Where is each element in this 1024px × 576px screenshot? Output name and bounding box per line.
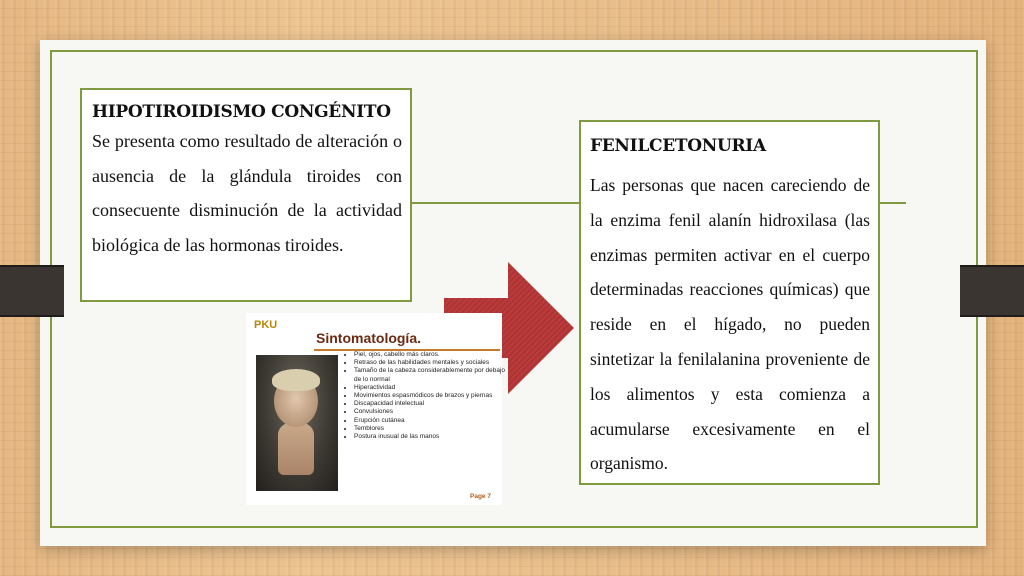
list-item: • Convulsiones xyxy=(354,408,506,416)
list-item: • Discapacidad intelectual xyxy=(354,400,506,408)
left-tab xyxy=(0,265,64,317)
hipotiroidismo-text: Se presenta como resultado de alteración o ausencia de la glándula tiroides con consecuente disminución de la actividad biológica de las hormonas tiroides. xyxy=(92,131,402,255)
hipotiroidismo-box xyxy=(80,88,412,302)
pku-image xyxy=(246,313,506,505)
fenilcetonuria-title: FENILCETONURIA xyxy=(590,136,766,156)
fenilcetonuria-box xyxy=(579,120,880,485)
list-item: • Piel, ojos, cabello más claros. xyxy=(354,351,506,359)
pku-title: Sintomatología. xyxy=(316,330,421,346)
list-item: • Hiperactividad xyxy=(354,384,506,392)
child-photo xyxy=(256,355,338,491)
right-tab xyxy=(960,265,1024,317)
list-item: • Movimientos espasmódicos de brazos y piernas xyxy=(354,392,506,400)
fenilcetonuria-text: Las personas que nacen careciendo de la enzima fenil alanín hidroxilasa (las enzimas permiten activar en el cuerpo determinadas reacciones químicas) que reside en el hígado, no pueden sintetizar la fenilalanina proveniente de los alimentos y esta comienza a acumularse excesivamente en el organismo. xyxy=(590,175,870,474)
list-item: • Erupción cutánea xyxy=(354,417,506,425)
symptom-list xyxy=(344,351,506,441)
pku-tag: PKU xyxy=(254,319,278,331)
pku-page-number: Page 7 xyxy=(470,493,491,500)
list-item: • Postura inusual de las manos xyxy=(354,433,506,441)
list-item: • Tamaño de la cabeza considerablemente por debajo de lo normal xyxy=(354,367,506,383)
list-item: • Temblores xyxy=(354,425,506,433)
list-item: • Retraso de las habilidades mentales y sociales xyxy=(354,359,506,367)
hipotiroidismo-title: HIPOTIROIDISMO CONGÉNITO xyxy=(92,102,391,122)
